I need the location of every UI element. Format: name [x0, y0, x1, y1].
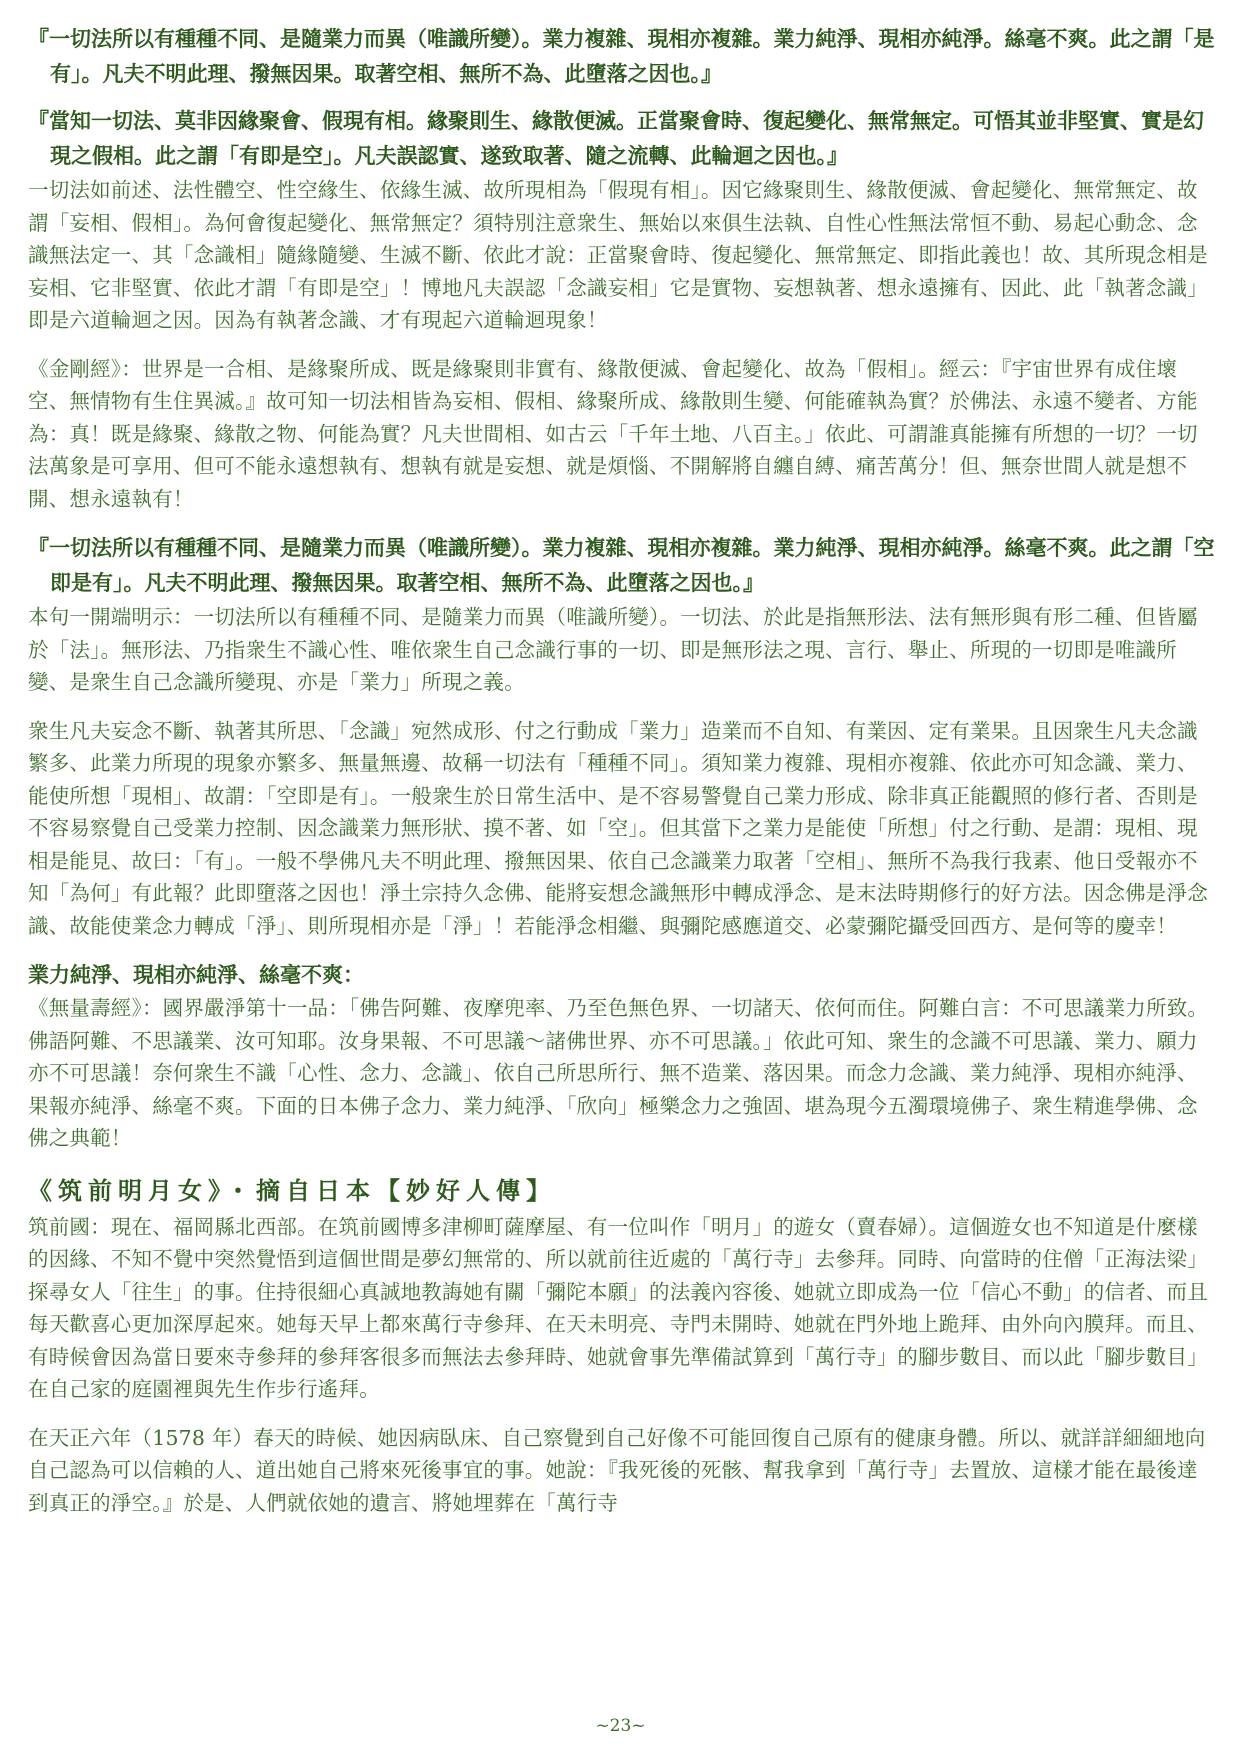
- paragraph-1: 一切法如前述、法性體空、性空緣生、依緣生滅、故所現相為「假現有相」。因它緣聚則生、緣散便滅、會起變化、無常無定、故謂「妄相、假相」。為何會復起變化、無常無定？須特別注意衆生、無始以來俱生法執、自性心性無法常恒不動、易起心動念、念識無法定一、其「念識相」隨緣隨變、生滅不斷、依此才說：正當聚會時、復起變化、無常無定、即指此義也！故、其所現念相是妄相、它非堅實、依此才謂「有即是空」！博地凡夫誤認「念識妄相」它是實物、妄想執著、想永遠擁有、因此、此「執著念識」即是六道輪迴之因。因為有執著念識、才有現起六道輪迴現象！: [28, 178, 1208, 332]
- section-subheading: 業力純淨、現相亦純淨、絲毫不爽：: [28, 963, 364, 987]
- paragraph-6: 筑前國：現在、福岡縣北西部。在筑前國博多津柳町薩摩屋、有一位叫作「明月」的遊女（賣春婦）。這個遊女也不知道是什麼樣的因緣、不知不覺中突然覺悟到這個世間是夢幻無常的、所以就前往近處的「萬行寺」去參拜。同時、向當時的住僧「正海法梁」探尋女人「往生」的事。住持很細心真誠地教誨她有關「彌陀本願」的法義內容後、她就立即成為一位「信心不動」的信者、而且每天歡喜心更加深厚起來。她每天早上都來萬行寺參拜、在天未明亮、寺門未開時、她就在門外地上跪拜、由外向內膜拜。而且、有時候會因為當日要來寺參拜的參拜客很多而無法去參拜時、她就會事先準備試算到「萬行寺」的腳步數目、而以此「腳步數目」在自己家的庭園裡與先生作步行遙拜。: [28, 1214, 1208, 1401]
- paragraph-7: 在天正六年（1578 年）春天的時候、她因病臥床、自己察覺到自己好像不可能回復自己原有的健康身體。所以、就詳詳細細地向自己認為可以信賴的人、道出她自己將來死後事宜的事。她說：『我死後的死骸、幫我拿到「萬行寺」去置放、這樣才能在最後達到真正的淨空。』於是、人們就依她的遺言、將她埋葬在「萬行寺: [28, 1425, 1206, 1515]
- paragraph-3: 本句一開端明示：一切法所以有種種不同、是隨業力而異（唯識所變）。一切法、於此是指無形法、法有無形與有形二種、但皆屬於「法」。無形法、乃指衆生不識心性、唯依衆生自己念識行事的一切、即是無形法之現、言行、舉止、所現的一切即是唯識所變、是衆生自己念識所變現、亦是「業力」所現之義。: [28, 605, 1198, 694]
- story-title: 《筑前明月女》・摘自日本【妙好人傳】: [28, 1176, 556, 1205]
- quote-block-3: 『一切法所以有種種不同、是隨業力而異（唯識所變）。業力複雜、現相亦複雜。業力純淨、現相亦純淨。絲毫不爽。此之謂「空即是有」。凡夫不明此理、撥無因果。取著空相、無所不為、此墮落之因也。』: [28, 536, 1215, 595]
- paragraph-2: 《金剛經》：世界是一合相、是緣聚所成、既是緣聚則非實有、緣散便滅、會起變化、故為「假相」。經云：『宇宙世界有成住壞空、無情物有生住異滅。』故可知一切法相皆為妄相、假相、緣聚所成、緣散則生變、何能確執為實？於佛法、永遠不變者、方能為：真！既是緣聚、緣散之物、何能為實？凡夫世間相、如古云「千年土地、八百主。」依此、可謂誰真能擁有所想的一切？一切法萬象是可享用、但可不能永遠想執有、想執有就是妄想、就是煩惱、不開解將自纏自縛、痛苦萬分！但、無奈世間人就是想不開、想永遠執有！: [28, 356, 1198, 511]
- paragraph-5: 《無量壽經》：國界嚴淨第十一品：「佛告阿難、夜摩兜率、乃至色無色界、一切諸天、依何而住。阿難白言：不可思議業力所致。佛語阿難、不思議業、汝可知耶。汝身果報、不可思議～諸佛世界、亦不可思議。」依此可知、衆生的念識不可思議、業力、願力亦不可思議！奈何衆生不識「心性、念力、念識」、依自己所思所行、無不造業、落因果。而念力念識、業力純淨、現相亦純淨、果報亦純淨、絲毫不爽。下面的日本佛子念力、業力純淨、「欣向」極樂念力之強固、堪為現今五濁環境佛子、衆生精進學佛、念佛之典範！: [28, 996, 1209, 1150]
- page-number: ~23~: [595, 1716, 646, 1736]
- page-content: [28, 22, 1218, 1519]
- paragraph-4: 衆生凡夫妄念不斷、執著其所思、「念識」宛然成形、付之行動成「業力」造業而不自知、有業因、定有業果。且因衆生凡夫念識繁多、此業力所現的現象亦繁多、無量無邊、故稱一切法有「種種不同」。須知業力複雜、現相亦複雜、依此亦可知念識、業力、能使所想「現相」、故謂：「空即是有」。一般衆生於日常生活中、是不容易警覺自己業力形成、除非真正能觀照的修行者、否則是不容易察覺自己受業力控制、因念識業力無形狀、摸不著、如「空」。但其當下之業力是能使「所想」付之行動、是謂：現相、現相是能見、故曰：「有」。一般不學佛凡夫不明此理、撥無因果、依自己念識業力取著「空相」、無所不為我行我素、他日受報亦不知「為何」有此報？此即墮落之因也！淨土宗持久念佛、能將妄想念識無形中轉成淨念、是末法時期修行的好方法。因念佛是淨念識、故能使業念力轉成「淨」、則所現相亦是「淨」！若能淨念相繼、與彌陀感應道交、必蒙彌陀攝受回西方、是何等的慶幸！: [28, 718, 1208, 938]
- quote-block-1: 『一切法所以有種種不同、是隨業力而異（唯識所變）。業力複雜、現相亦複雜。業力純淨、現相亦純淨。絲毫不爽。此之謂「是有」。凡夫不明此理、撥無因果。取著空相、無所不為、此墮落之因也。』: [28, 27, 1215, 86]
- quote-block-2: 『當知一切法、莫非因緣聚會、假現有相。緣聚則生、緣散便滅。正當聚會時、復起變化、無常無定。可悟其並非堅實、實是幻現之假相。此之謂「有即是空」。凡夫誤認實、遂致取著、隨之流轉、此輪迴之因也。』: [28, 109, 1204, 168]
